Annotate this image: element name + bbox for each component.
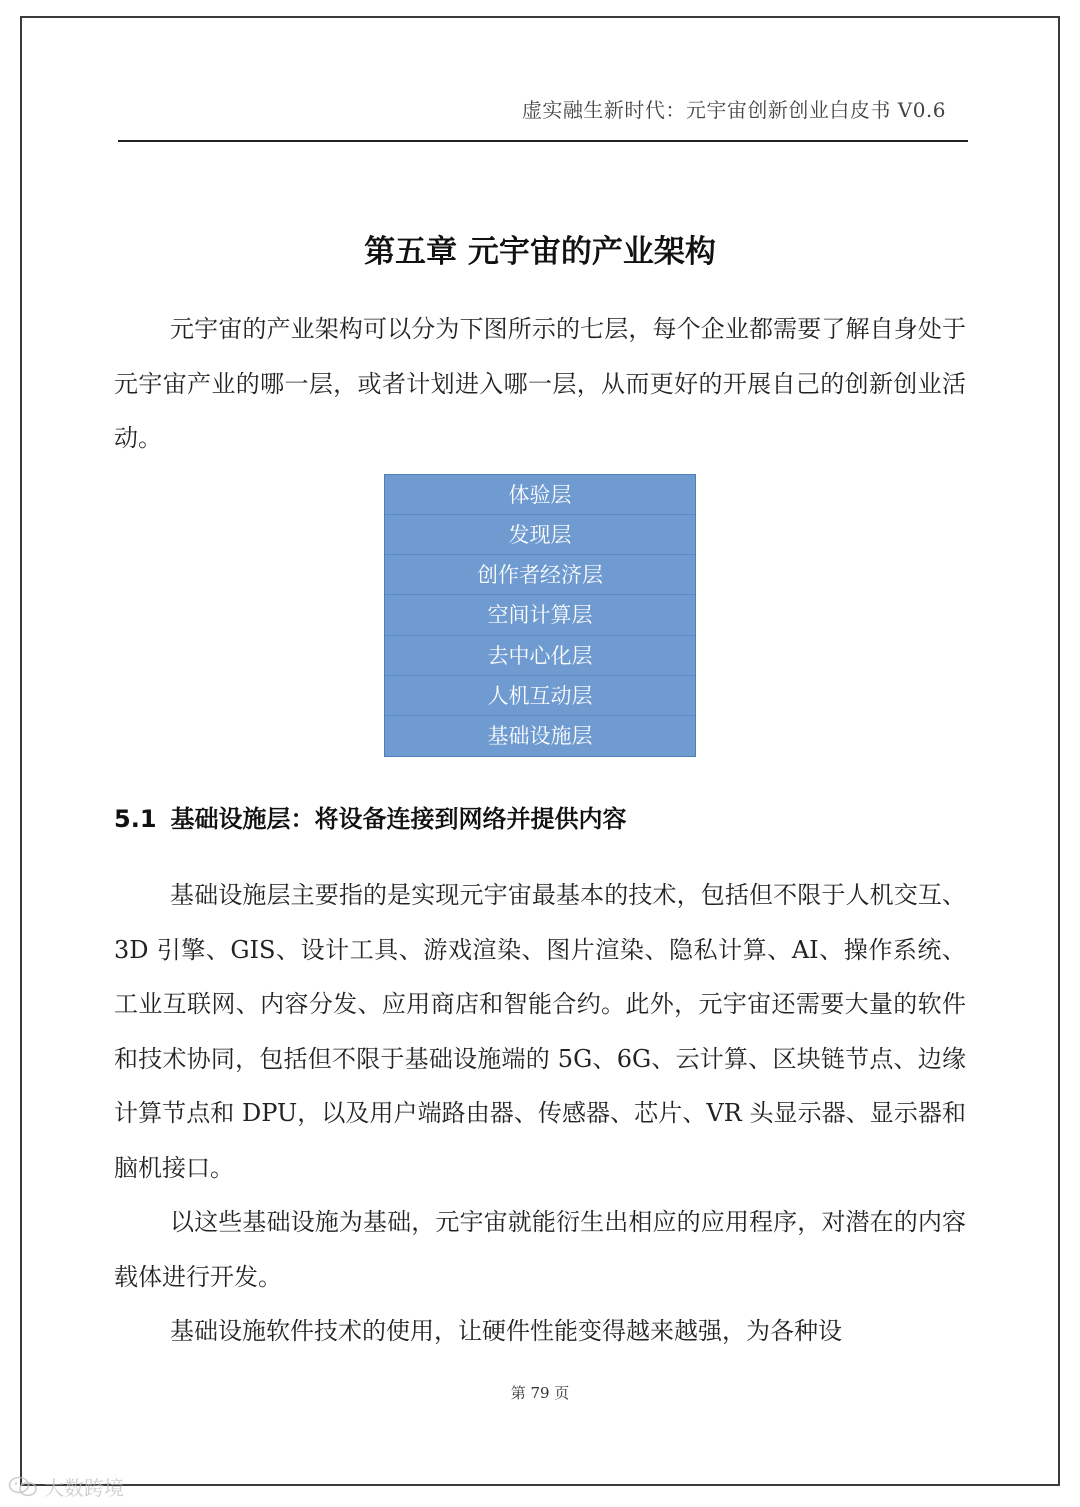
layer-spatial-computing: 空间计算层 <box>385 595 695 635</box>
layer-human-interface: 人机互动层 <box>385 676 695 716</box>
watermark-text: 大数跨境 <box>44 1476 124 1500</box>
applications-paragraph: 以这些基础设施为基础，元宇宙就能衍生出相应的应用程序，对潜在的内容载体进行开发。 <box>114 1208 966 1291</box>
software-paragraph: 基础设施软件技术的使用，让硬件性能变得越来越强，为各种设 <box>170 1317 842 1345</box>
chapter-title: 第五章 元宇宙的产业架构 <box>364 234 716 270</box>
wechat-logo-icon <box>8 1476 38 1498</box>
layer-creator-economy: 创作者经济层 <box>385 555 695 595</box>
watermark <box>8 1472 124 1501</box>
layer-infrastructure: 基础设施层 <box>487 723 593 748</box>
running-header: 虚实融生新时代：元宇宙创新创业白皮书 V0.6 <box>521 98 946 122</box>
section-heading <box>114 799 627 834</box>
layer-experience: 体验层 <box>385 475 695 515</box>
page-number: 第 79 页 <box>510 1384 570 1402</box>
layer-decentralization: 去中心化层 <box>385 636 695 676</box>
section-title: 基础设施层：将设备连接到网络并提供内容 <box>170 805 627 833</box>
infrastructure-paragraph: 基础设施层主要指的是实现元宇宙最基本的技术，包括但不限于人机交互、3D 引擎、GIS、设计工具、游戏渲染、图片渲染、隐私计算、AI、操作系统、工业互联网、内容分发、应用商店和智能合约。此外，元宇宙还需要大量的软件和技术协同，包括但不限于基础设施端的 5G、6G、云计算、区块链节点、边缘计算节点和 DPU，以及用户端路由器、传感器、芯片、VR 头显示器、显示器和脑机接口。 <box>114 881 966 1182</box>
layer-stack-diagram <box>384 474 696 757</box>
layer-discovery: 发现层 <box>385 515 695 555</box>
section-number: 5.1 <box>114 805 157 833</box>
intro-paragraph: 元宇宙的产业架构可以分为下图所示的七层，每个企业都需要了解自身处于元宇宙产业的哪一层，或者计划进入哪一层，从而更好的开展自己的创新创业活动。 <box>114 315 966 452</box>
header-rule <box>118 140 968 142</box>
